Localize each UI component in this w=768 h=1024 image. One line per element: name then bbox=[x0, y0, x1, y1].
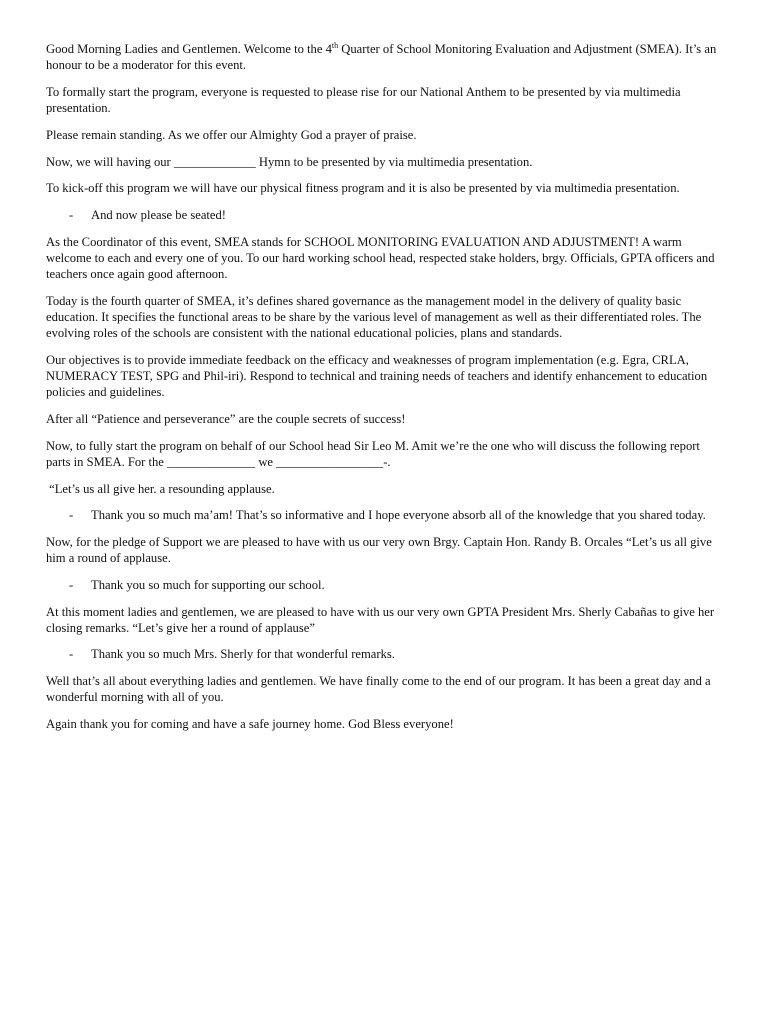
bullet-marker: - bbox=[69, 647, 74, 662]
bullet-text: Thank you so much for supporting our school. bbox=[91, 577, 325, 592]
patience-quote-paragraph: After all “Patience and perseverance” are the couple secrets of success! bbox=[46, 411, 406, 426]
bullet-text: Thank you so much Mrs. Sherly for that wonderful remarks. bbox=[91, 647, 395, 662]
fitness-program-paragraph: To kick-off this program we will have our physical fitness program and it is also be presented by via multimedia presentation. bbox=[46, 181, 680, 196]
bullet-item bbox=[46, 646, 722, 662]
bullet-marker: - bbox=[69, 508, 74, 523]
report-parts-paragraph: Now, to fully start the program on behalf of our School head Sir Leo M. Amit we’re the one who will discuss the following report parts in SMEA. For the ______________ we _________________-. bbox=[46, 438, 700, 469]
fourth-quarter-paragraph: Today is the fourth quarter of SMEA, it’s defines shared governance as the management model in the delivery of quality basic education. It specifies the functional areas to be share by the various level of management as well as their differentiated roles. The evolving roles of the schools are consistent with the national educational policies, plans and standards. bbox=[46, 293, 702, 341]
welcome-text-tail: Quarter of School Monitoring Evaluation and Adjustment (SMEA). It’s an honour to be a moderator for this event. bbox=[46, 42, 717, 73]
bullet-text: And now please be seated! bbox=[91, 207, 226, 222]
bullet-text: Thank you so much ma’am! That’s so informative and I hope everyone absorb all of the knowledge that you shared today. bbox=[91, 508, 706, 523]
objectives-paragraph: Our objectives is to provide immediate feedback on the efficacy and weaknesses of program implementation (e.g. Egra, CRLA, NUMERACY TEST, SPG and Phil-iri). Respond to technical and training needs of teachers and identify enhancement to education policies and guidelines. bbox=[46, 352, 708, 400]
bullet-item bbox=[46, 507, 722, 523]
ordinal-superscript: th bbox=[331, 41, 339, 50]
closing-remarks-paragraph: At this moment ladies and gentlemen, we are pleased to have with us our very own GPTA President Mrs. Sherly Cabañas to give her closing remarks. “Let’s give her a round of applause” bbox=[46, 604, 715, 635]
document-body bbox=[46, 41, 722, 743]
bullet-marker: - bbox=[69, 207, 74, 222]
farewell-paragraph: Again thank you for coming and have a safe journey home. God Bless everyone! bbox=[46, 717, 454, 732]
national-anthem-paragraph: To formally start the program, everyone is requested to please rise for our National Anthem to be presented by via multimedia presentation. bbox=[46, 84, 681, 116]
bullet-item bbox=[46, 207, 722, 223]
bullet-marker: - bbox=[69, 577, 74, 592]
bullet-item bbox=[46, 577, 722, 593]
pledge-of-support-paragraph: Now, for the pledge of Support we are pleased to have with us our very own Brgy. Captain Hon. Randy B. Orcales “Let’s us all give him a round of applause. bbox=[46, 534, 712, 566]
welcome-text-lead: Good Morning Ladies and Gentlemen. Welcome to the 4 bbox=[46, 42, 332, 56]
prayer-paragraph: Please remain standing. As we offer our Almighty God a prayer of praise. bbox=[46, 127, 417, 142]
hymn-paragraph: Now, we will having our _____________ Hymn to be presented by via multimedia presentation. bbox=[46, 154, 533, 169]
applause-paragraph: “Let’s us all give her. a resounding applause. bbox=[46, 481, 275, 496]
coordinator-paragraph: As the Coordinator of this event, SMEA stands for SCHOOL MONITORING EVALUATION AND ADJUSTMENT! A warm welcome to each and every one of you. To our hard working school head, respected stake holders, brgy. Officials, GPTA officers and teachers once again good afternoon. bbox=[46, 234, 715, 282]
welcome-paragraph bbox=[46, 41, 722, 73]
end-of-program-paragraph: Well that’s all about everything ladies and gentlemen. We have finally come to the end of our program. It has been a great day and a wonderful morning with all of you. bbox=[46, 674, 711, 705]
